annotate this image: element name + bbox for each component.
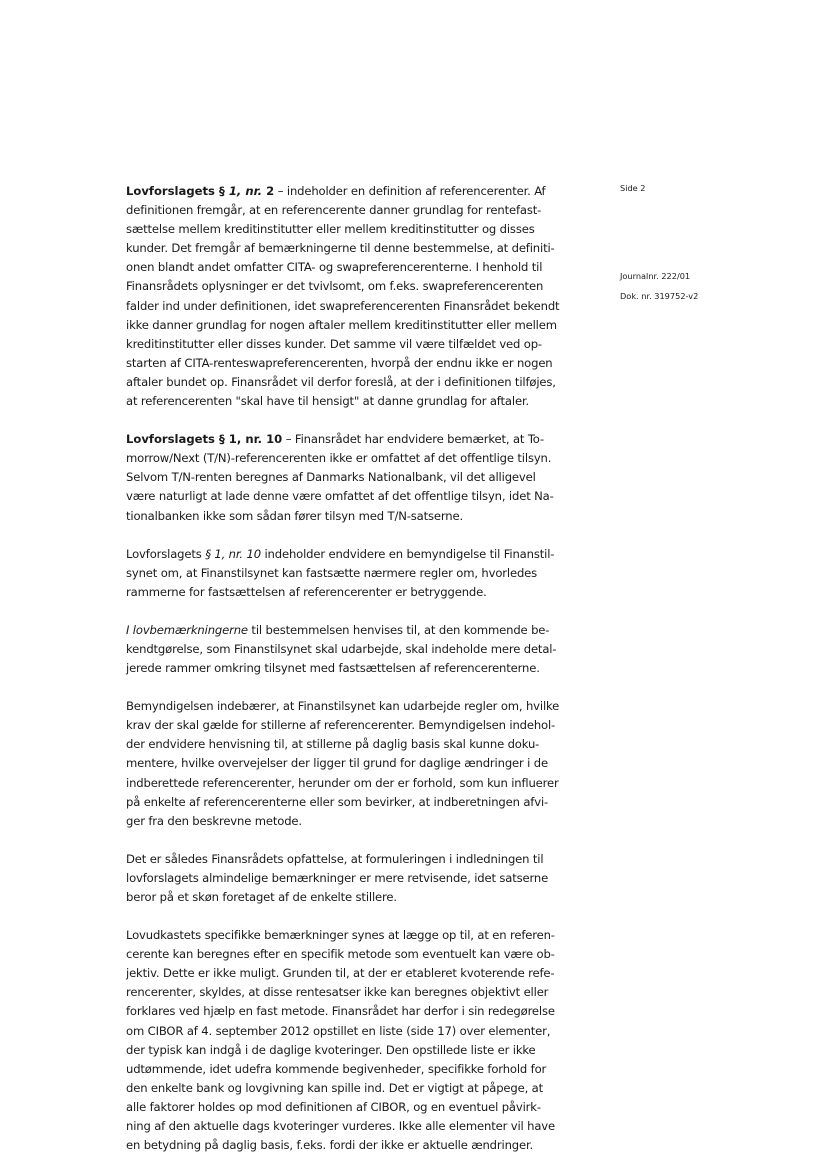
- journal-number: Journalnr. 222/01: [620, 271, 691, 281]
- paragraph-2: [126, 430, 566, 525]
- para5-line-1: Bemyndigelsen indebærer, at Finanstilsynet kan udarbejde regler om, hvilke: [126, 699, 560, 714]
- para7-line-9: den enkelte bank og lovgivning kan spille ind. Det er vigtigt at påpege, at: [126, 1080, 544, 1095]
- para5-line-5: indberettede referencerenter, herunder om der er forhold, som kun influerer: [126, 775, 559, 790]
- para7-line-11: ning af den aktuelle dags kvoteringer vurderes. Ikke alle elementer vil have: [126, 1119, 556, 1134]
- para5-line-7: ger fra den beskrevne metode.: [126, 813, 302, 828]
- paragraph-5: [126, 697, 566, 831]
- para2-line-3: Selvom T/N-renten beregnes af Danmarks Nationalbank, vil det alligevel: [126, 470, 536, 485]
- para7-line-8: udtømmende, idet udefra kommende begivenheder, specifikke forhold for: [126, 1061, 547, 1076]
- para2-line-1: Lovforslagets § 1, nr. 10 – Finansrådet har endvidere bemærket, at To-: [126, 432, 544, 447]
- para1-line-7: falder ind under definitionen, idet swapreferencerenten Finansrådet bekendt: [126, 298, 560, 313]
- paragraph-6: [126, 850, 566, 907]
- para1-line-2: definitionen fremgår, at en referencerente danner grundlag for rentefast-: [126, 203, 542, 218]
- para6-line-3: beror på et skøn foretaget af de enkelte stillere.: [126, 890, 397, 904]
- para1-line-4: kunder. Det fremgår af bemærkningerne til denne bestemmelse, at definiti-: [126, 241, 555, 256]
- para7-line-7: der typisk kan indgå i de daglige kvoteringer. Den opstillede liste er ikke: [126, 1042, 536, 1057]
- paragraph-7: [126, 926, 566, 1155]
- para4-line-1: I lovbemærkningerne til bestemmelsen henvises til, at den kommende be-: [126, 622, 550, 637]
- para3-line-2: synet om, at Finanstilsynet kan fastsætte nærmere regler om, hvorledes: [126, 565, 538, 580]
- para7-line-2: cerente kan beregnes efter en specifik metode som eventuelt kan være ob-: [126, 947, 555, 962]
- para5-line-2: krav der skal gælde for stillerne af referencerenter. Bemyndigelsen indehol-: [126, 718, 556, 733]
- document-body: [126, 182, 566, 1155]
- para1-line-6: Finansrådets oplysninger er det tvivlsomt, om f.eks. swapreferencerenten: [126, 279, 544, 294]
- para7-line-12: en betydning på daglig basis, f.eks. fordi der ikke er aktuelle ændringer.: [126, 1138, 534, 1153]
- para2-line-2: morrow/Next (T/N)-referencerenten ikke er omfattet af det offentlige tilsyn.: [126, 451, 552, 466]
- para5-line-4: mentere, hvilke overvejelser der ligger til grund for daglige ændringer i de: [126, 756, 548, 771]
- para3-line-3: rammerne for fastsættelsen af referencerenter er betryggende.: [126, 584, 487, 599]
- para5-line-6: på enkelte af referencerenterne eller som bevirker, at indberetningen afvi-: [126, 794, 549, 809]
- paragraph-3: [126, 545, 566, 602]
- para3-line-1: Lovforslagets § 1, nr. 10 indeholder endvidere en bemyndigelse til Finanstil-: [126, 546, 555, 561]
- para1-line-3: sættelse mellem kreditinstitutter eller mellem kreditinstitutter og disses: [126, 222, 535, 237]
- para7-line-5: forklares ved hjælp en fast metode. Finansrådet har derfor i sin redegørelse: [126, 1004, 555, 1019]
- para1-line-1: Lovforslagets § 1, nr. 2 – indeholder en definition af referencerenter. Af: [126, 184, 546, 198]
- para1-line-12: at referencerenten "skal have til hensigt" at danne grundlag for aftaler.: [126, 394, 530, 409]
- para7-line-1: Lovudkastets specifikke bemærkninger synes at lægge op til, at en referen-: [126, 928, 555, 943]
- para1-line-5: onen blandt andet omfatter CITA- og swapreferencerenterne. I henhold til: [126, 260, 543, 275]
- para1-line-8: ikke danner grundlag for nogen aftaler mellem kreditinstitutter eller mellem: [126, 317, 557, 332]
- para4-line-3: jerede rammer omkring tilsynet med fastsættelsen af referencerenterne.: [126, 661, 540, 676]
- para1-line-10: starten af CITA-renteswapreferencerenten, hvorpå der endnu ikke er nogen: [126, 355, 553, 370]
- para7-line-3: jektiv. Dette er ikke muligt. Grunden til, at der er etableret kvoterende refe-: [126, 966, 555, 981]
- para7-line-10: alle faktorer holdes op mod definitionen af CIBOR, og en eventuel påvirk-: [126, 1099, 541, 1114]
- page-number: Side 2: [620, 183, 646, 193]
- para6-line-2: lovforslagets almindelige bemærkninger er mere retvisende, idet satserne: [126, 870, 549, 885]
- para1-line-11: aftaler bundet op. Finansrådet vil derfor foreslå, at der i definitionen tilføjes,: [126, 374, 556, 389]
- para5-line-3: der endvidere henvisning til, at stillerne på daglig basis skal kunne doku-: [126, 737, 540, 752]
- para7-line-6: om CIBOR af 4. september 2012 opstillet en liste (side 17) over elementer,: [126, 1023, 551, 1038]
- para2-line-5: tionalbanken ikke som sådan fører tilsyn med T/N-satserne.: [126, 508, 464, 523]
- para6-line-1: Det er således Finansrådets opfattelse, at formuleringen i indledningen til: [126, 851, 544, 866]
- para7-line-4: rencerenter, skyldes, at disse rentesatser ikke kan beregnes objektivt eller: [126, 985, 549, 1000]
- document-metadata: [620, 267, 698, 306]
- document-number: Dok. nr. 319752-v2: [620, 290, 699, 301]
- paragraph-4: [126, 621, 566, 678]
- para2-line-4: være naturligt at lade denne være omfattet af det offentlige tilsyn, idet Na-: [126, 489, 554, 504]
- para1-line-9: kreditinstitutter eller disses kunder. Det samme vil være tilfældet ved op-: [126, 336, 542, 351]
- paragraph-1: [126, 182, 566, 411]
- para4-line-2: kendtgørelse, som Finanstilsynet skal udarbejde, skal indeholde mere detal-: [126, 641, 557, 656]
